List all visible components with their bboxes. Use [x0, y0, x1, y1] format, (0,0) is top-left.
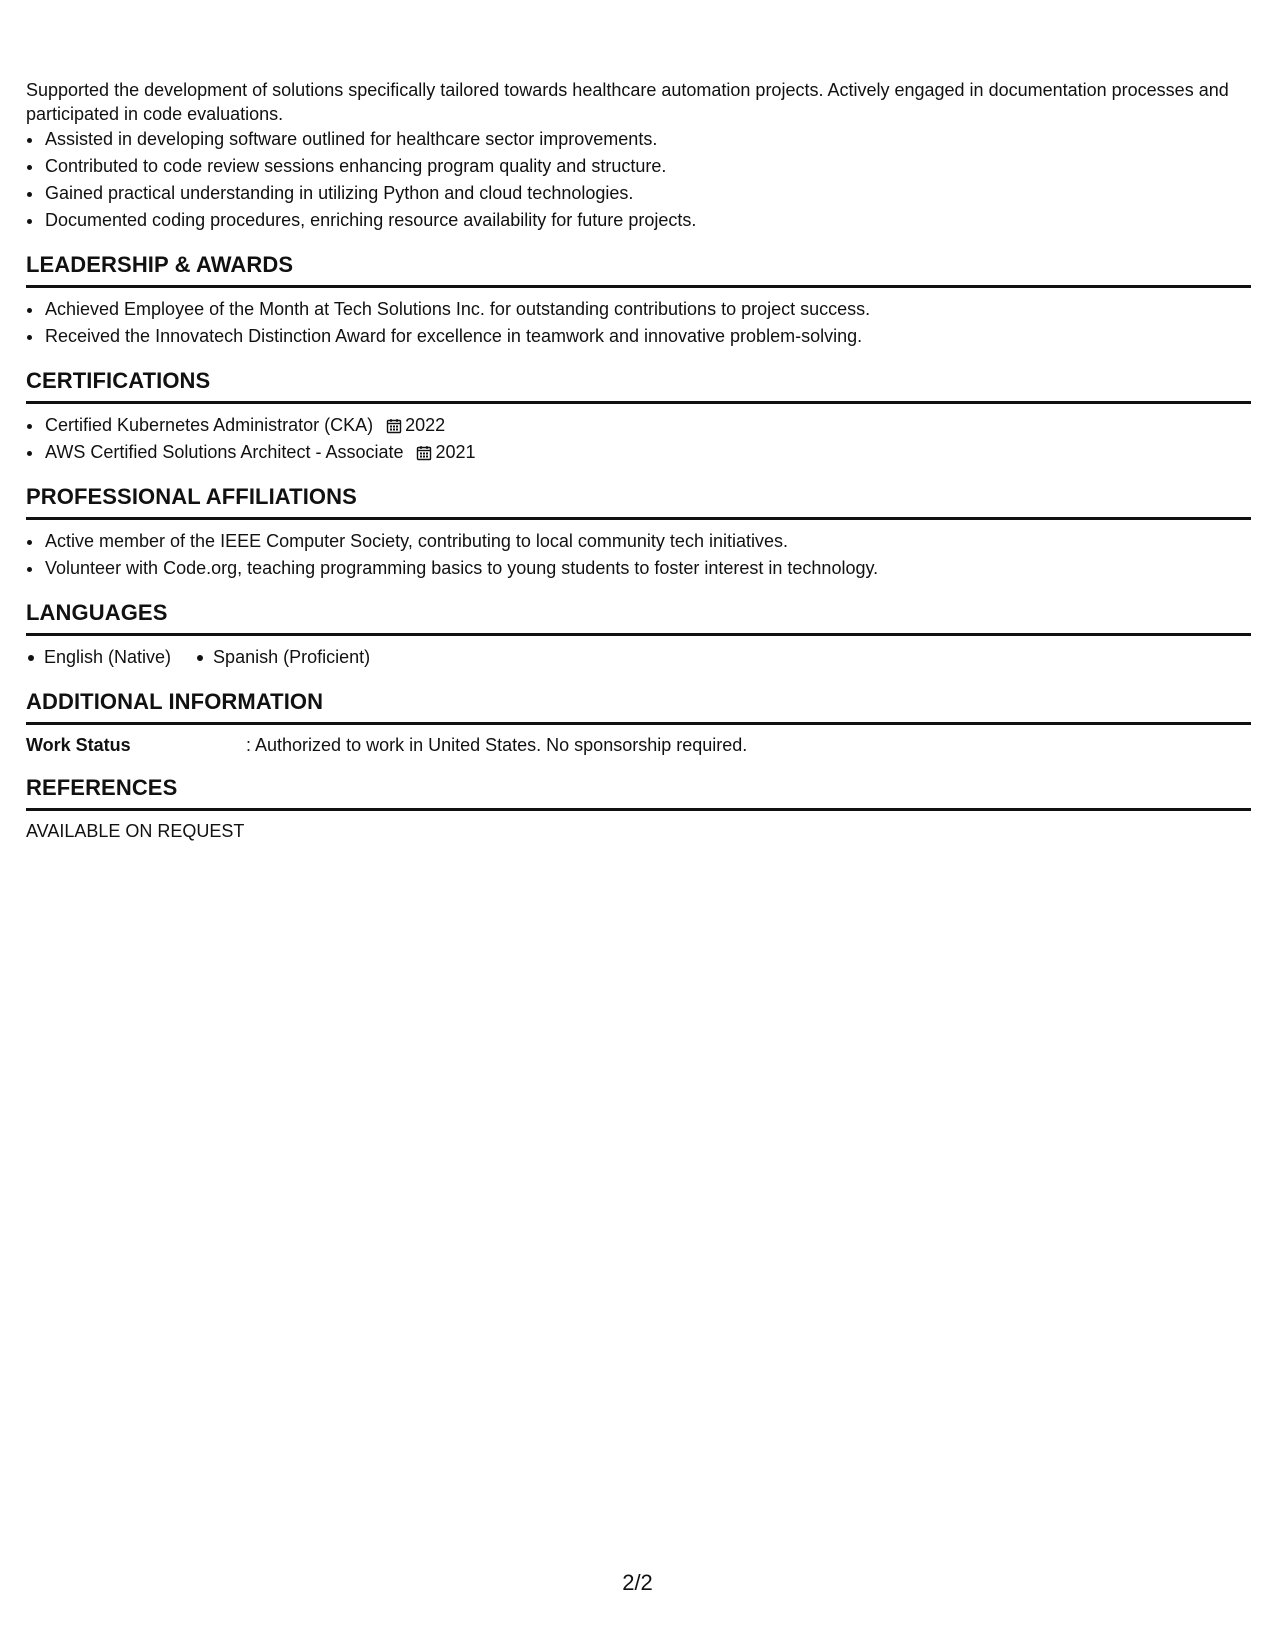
calendar-icon — [416, 445, 432, 461]
experience-continuation — [26, 78, 1251, 234]
resume-page — [26, 78, 1251, 843]
list-item: • Gained practical understanding in utilizing Python and cloud technologies. — [44, 180, 1251, 207]
work-status-row — [26, 733, 1251, 757]
section-title: LANGUAGES — [26, 600, 168, 625]
section-divider — [26, 633, 1251, 636]
experience-summary: Supported the development of solutions specifically tailored towards healthcare automation projects. Actively engaged in documentation processes and participated in code evaluations. — [26, 80, 1229, 124]
certification-name: • Certified Kubernetes Administrator (CKA) — [45, 415, 374, 435]
section-title: ADDITIONAL INFORMATION — [26, 689, 324, 714]
languages-section — [26, 599, 1251, 671]
work-status-label: Work Status — [26, 735, 131, 755]
certification-entry — [45, 439, 476, 466]
list-item: • Assisted in developing software outlined for healthcare sector improvements. — [44, 126, 1251, 153]
certification-entry — [45, 412, 445, 439]
section-divider — [26, 517, 1251, 520]
leadership-list — [26, 296, 1251, 350]
work-status-value: : Authorized to work in United States. No sponsorship required. — [246, 735, 748, 755]
additional-info-section — [26, 688, 1251, 757]
calendar-icon — [386, 418, 402, 434]
certifications-section — [26, 367, 1251, 466]
references-section — [26, 774, 1251, 843]
affiliations-section — [26, 483, 1251, 582]
section-title: REFERENCES — [26, 775, 178, 800]
list-item: • Contributed to code review sessions enhancing program quality and structure. — [44, 153, 1251, 180]
languages-list — [26, 644, 1251, 671]
section-divider — [26, 808, 1251, 811]
list-item — [44, 412, 1251, 439]
section-divider — [26, 285, 1251, 288]
section-divider — [26, 401, 1251, 404]
section-title: PROFESSIONAL AFFILIATIONS — [26, 484, 357, 509]
references-text: AVAILABLE ON REQUEST — [26, 821, 245, 841]
list-item: • Active member of the IEEE Computer Society, contributing to local community tech initiatives. — [44, 528, 1251, 555]
section-title: LEADERSHIP & AWARDS — [26, 252, 294, 277]
list-item: • Achieved Employee of the Month at Tech Solutions Inc. for outstanding contributions to project success. — [44, 296, 1251, 323]
list-item — [44, 439, 1251, 466]
certifications-list — [26, 412, 1251, 466]
section-title: CERTIFICATIONS — [26, 368, 211, 393]
affiliations-list — [26, 528, 1251, 582]
section-divider — [26, 722, 1251, 725]
certification-year: 2022 — [405, 415, 446, 435]
certification-year: 2021 — [435, 442, 476, 462]
experience-bullets — [26, 126, 1251, 234]
page-number: 2/2 — [622, 1570, 653, 1595]
list-item: • Documented coding procedures, enriching resource availability for future projects. — [44, 207, 1251, 234]
list-item: • Volunteer with Code.org, teaching programming basics to young students to foster interest in technology. — [44, 555, 1251, 582]
language-item: Spanish (Proficient) — [195, 644, 370, 671]
certification-name: • AWS Certified Solutions Architect - Associate — [45, 442, 404, 462]
leadership-section — [26, 251, 1251, 350]
list-item: • Received the Innovatech Distinction Award for excellence in teamwork and innovative problem-solving. — [44, 323, 1251, 350]
language-item: English (Native) — [26, 644, 171, 671]
